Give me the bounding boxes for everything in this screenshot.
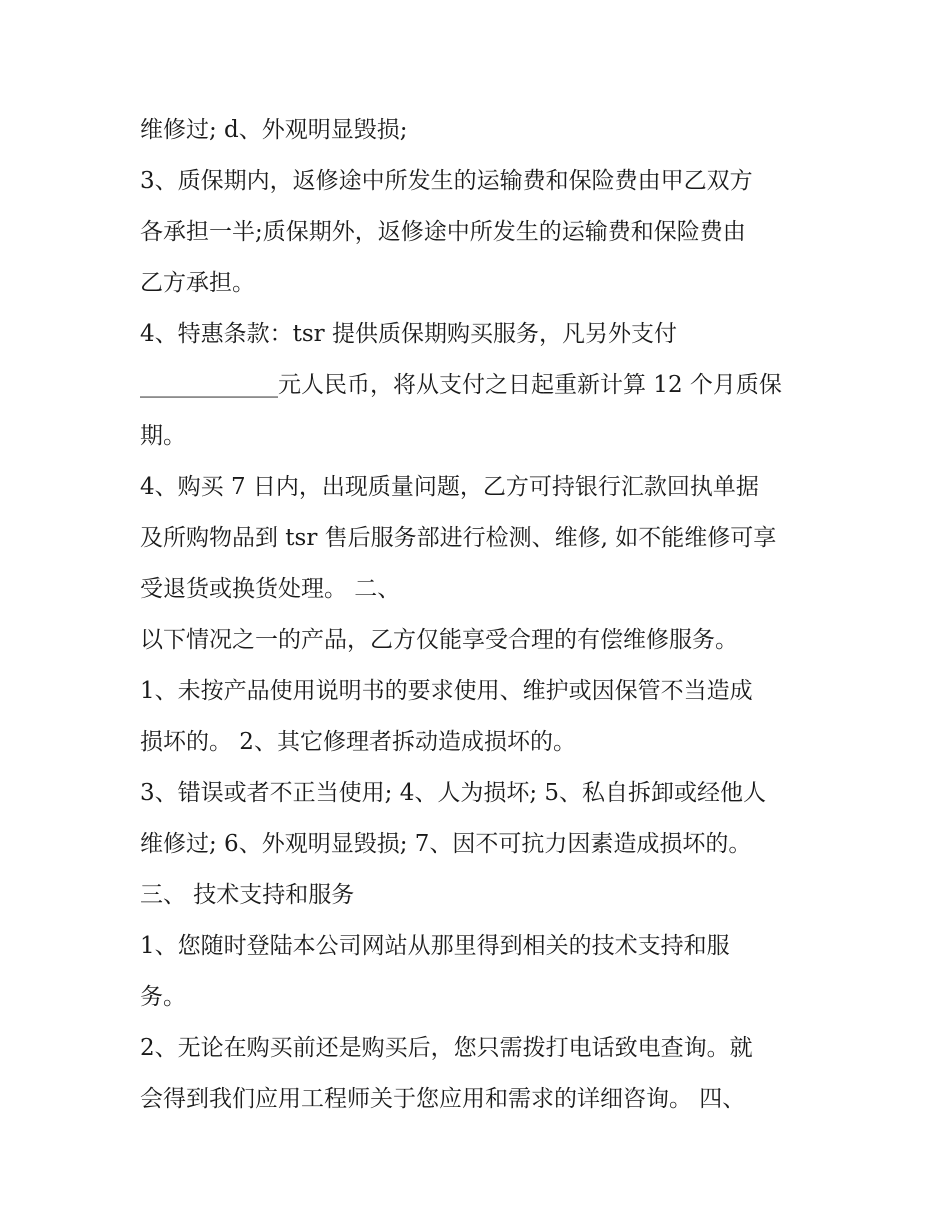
text-line: 损坏的。 2、其它修理者拆动造成损坏的。 bbox=[140, 729, 576, 755]
text-line: 会得到我们应用工程师关于您应用和需求的详细咨询。 四、 bbox=[140, 1086, 746, 1112]
text-line: 3、质保期内，返修途中所发生的运输费和保险费由甲乙双方 bbox=[140, 168, 753, 194]
text-line: 期。 bbox=[140, 423, 186, 449]
text-line: 务。 bbox=[140, 984, 186, 1010]
text-line: 1、未按产品使用说明书的要求使用、维护或因保管不当造成 bbox=[140, 678, 753, 704]
text-line: 受退货或换货处理。 二、 bbox=[140, 576, 401, 602]
text-line: 4、特惠条款：tsr 提供质保期购买服务，凡另外支付 bbox=[140, 321, 677, 347]
text-line: 维修过; 6、外观明显毁损; 7、因不可抗力因素造成损坏的。 bbox=[140, 831, 752, 857]
text-line: 4、购买 7 日内，出现质量问题，乙方可持银行汇款回执单据 bbox=[140, 474, 759, 500]
text-line: ____________元人民币，将从支付之日起重新计算 12 个月质保 bbox=[140, 372, 782, 398]
text-line: 1、您随时登陆本公司网站从那里得到相关的技术支持和服 bbox=[140, 933, 730, 959]
document-body bbox=[140, 105, 830, 1125]
text-line: 乙方承担。 bbox=[140, 270, 255, 296]
text-line: 2、无论在购买前还是购买后，您只需拨打电话致电查询。就 bbox=[140, 1035, 753, 1061]
text-line: 各承担一半;质保期外，返修途中所发生的运输费和保险费由 bbox=[140, 219, 746, 245]
text-line: 三、 技术支持和服务 bbox=[140, 882, 355, 908]
text-line: 维修过; d、外观明显毁损; bbox=[140, 117, 408, 143]
text-line: 及所购物品到 tsr 售后服务部进行检测、维修, 如不能维修可享 bbox=[140, 525, 777, 551]
text-line: 3、错误或者不正当使用; 4、人为损坏; 5、私自拆卸或经他人 bbox=[140, 780, 767, 806]
text-line: 以下情况之一的产品，乙方仅能享受合理的有偿维修服务。 bbox=[140, 627, 738, 653]
